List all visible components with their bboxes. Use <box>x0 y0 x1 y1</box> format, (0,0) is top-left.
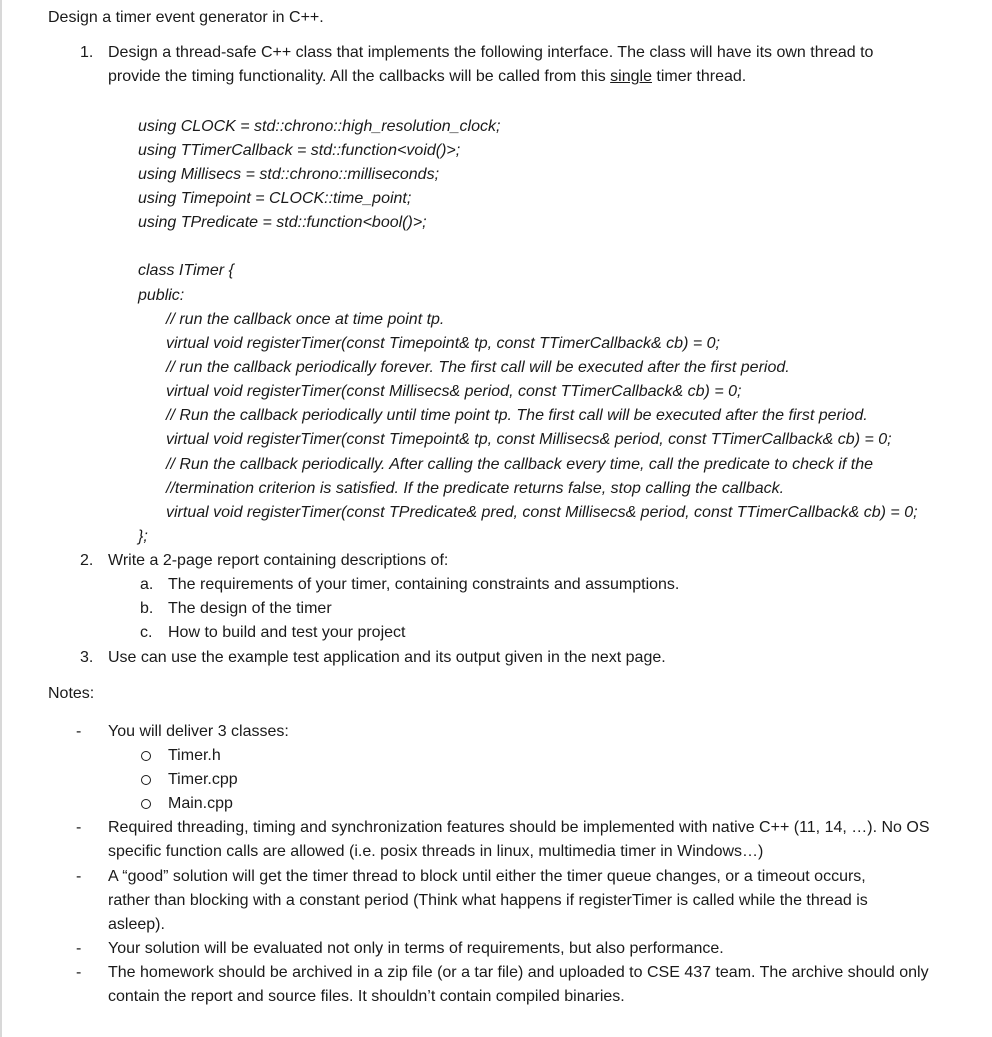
file-timer-h: Timer.h <box>168 747 221 764</box>
dash-bullet: - <box>76 868 82 885</box>
note-threading-1: Required threading, timing and synchronization features should be implemented with native C++ (11, 14, …). No OS <box>108 819 930 836</box>
code-register-3: virtual void registerTimer(const Timepoint& tp, const Millisecs& period, const TTimerCallback& cb) = 0; <box>166 431 892 448</box>
file-main-cpp: Main.cpp <box>168 795 233 812</box>
code-comment-4b: //termination criterion is satisfied. If the predicate returns false, stop calling the callback. <box>166 480 785 497</box>
note-good-1: A “good” solution will get the timer thread to block until either the timer queue changes, or a timeout occurs, <box>108 868 866 885</box>
item-1-number: 1. <box>80 44 94 61</box>
code-class-open: class ITimer { <box>138 262 234 279</box>
item-2c-letter: c. <box>140 624 153 641</box>
item-3-number: 3. <box>80 649 94 666</box>
dash-bullet: - <box>76 940 82 957</box>
file-timer-cpp: Timer.cpp <box>168 771 238 788</box>
code-using-predicate: using TPredicate = std::function<bool()>; <box>138 214 427 231</box>
item-2b-text: The design of the timer <box>168 600 332 617</box>
note-good-2: rather than blocking with a constant period (Think what happens if registerTimer is called while the thread is <box>108 892 868 909</box>
circle-bullet-icon <box>141 775 151 785</box>
item-2-number: 2. <box>80 552 94 569</box>
code-using-millisecs: using Millisecs = std::chrono::milliseconds; <box>138 166 440 183</box>
item-1-line-2 <box>108 65 746 89</box>
item-1-line-2-post: timer thread. <box>651 68 747 85</box>
item-2-text: Write a 2-page report containing descriptions of: <box>108 552 449 569</box>
page-left-border <box>0 0 2 1037</box>
item-2b-letter: b. <box>140 600 154 617</box>
code-register-2: virtual void registerTimer(const Millisecs& period, const TTimerCallback& cb) = 0; <box>166 383 742 400</box>
code-using-callback: using TTimerCallback = std::function<void()>; <box>138 142 461 159</box>
code-comment-1: // run the callback once at time point tp. <box>166 311 445 328</box>
underlined-single: single <box>610 68 652 85</box>
dash-bullet: - <box>76 723 82 740</box>
code-comment-2: // run the callback periodically forever. The first call will be executed after the first period. <box>166 359 790 376</box>
item-1-line-1: Design a thread-safe C++ class that implements the following interface. The class will have its own thread to <box>108 44 874 61</box>
note-archive-1: The homework should be archived in a zip file (or a tar file) and uploaded to CSE 437 team. The archive should only <box>108 964 929 981</box>
code-using-timepoint: using Timepoint = CLOCK::time_point; <box>138 190 412 207</box>
code-class-close: }; <box>138 528 148 545</box>
code-register-4: virtual void registerTimer(const TPredicate& pred, const Millisecs& period, const TTimerCallback& cb) = 0; <box>166 504 918 521</box>
note-good-3: asleep). <box>108 916 165 933</box>
item-2c-text: How to build and test your project <box>168 624 406 641</box>
note-threading-2: specific function calls are allowed (i.e. posix threads in linux, multimedia timer in Windows…) <box>108 843 764 860</box>
code-register-1: virtual void registerTimer(const Timepoint& tp, const TTimerCallback& cb) = 0; <box>166 335 720 352</box>
item-3-text: Use can use the example test application and its output given in the next page. <box>108 649 666 666</box>
item-2a-letter: a. <box>140 576 154 593</box>
dash-bullet: - <box>76 819 82 836</box>
document-title: Design a timer event generator in C++. <box>48 9 324 26</box>
note-evaluated: Your solution will be evaluated not only in terms of requirements, but also performance. <box>108 940 724 957</box>
code-public: public: <box>138 287 185 304</box>
circle-bullet-icon <box>141 799 151 809</box>
code-using-clock: using CLOCK = std::chrono::high_resolution_clock; <box>138 118 501 135</box>
code-comment-3: // Run the callback periodically until time point tp. The first call will be executed after the first period. <box>166 407 868 424</box>
item-2a-text: The requirements of your timer, containing constraints and assumptions. <box>168 576 680 593</box>
code-comment-4a: // Run the callback periodically. After calling the callback every time, call the predicate to check if the <box>166 456 874 473</box>
note-deliver: You will deliver 3 classes: <box>108 723 289 740</box>
note-archive-2: contain the report and source files. It shouldn’t contain compiled binaries. <box>108 988 625 1005</box>
dash-bullet: - <box>76 964 82 981</box>
circle-bullet-icon <box>141 751 151 761</box>
item-1-line-2-pre: provide the timing functionality. All the callbacks will be called from this <box>108 68 611 85</box>
notes-heading: Notes: <box>48 685 95 702</box>
